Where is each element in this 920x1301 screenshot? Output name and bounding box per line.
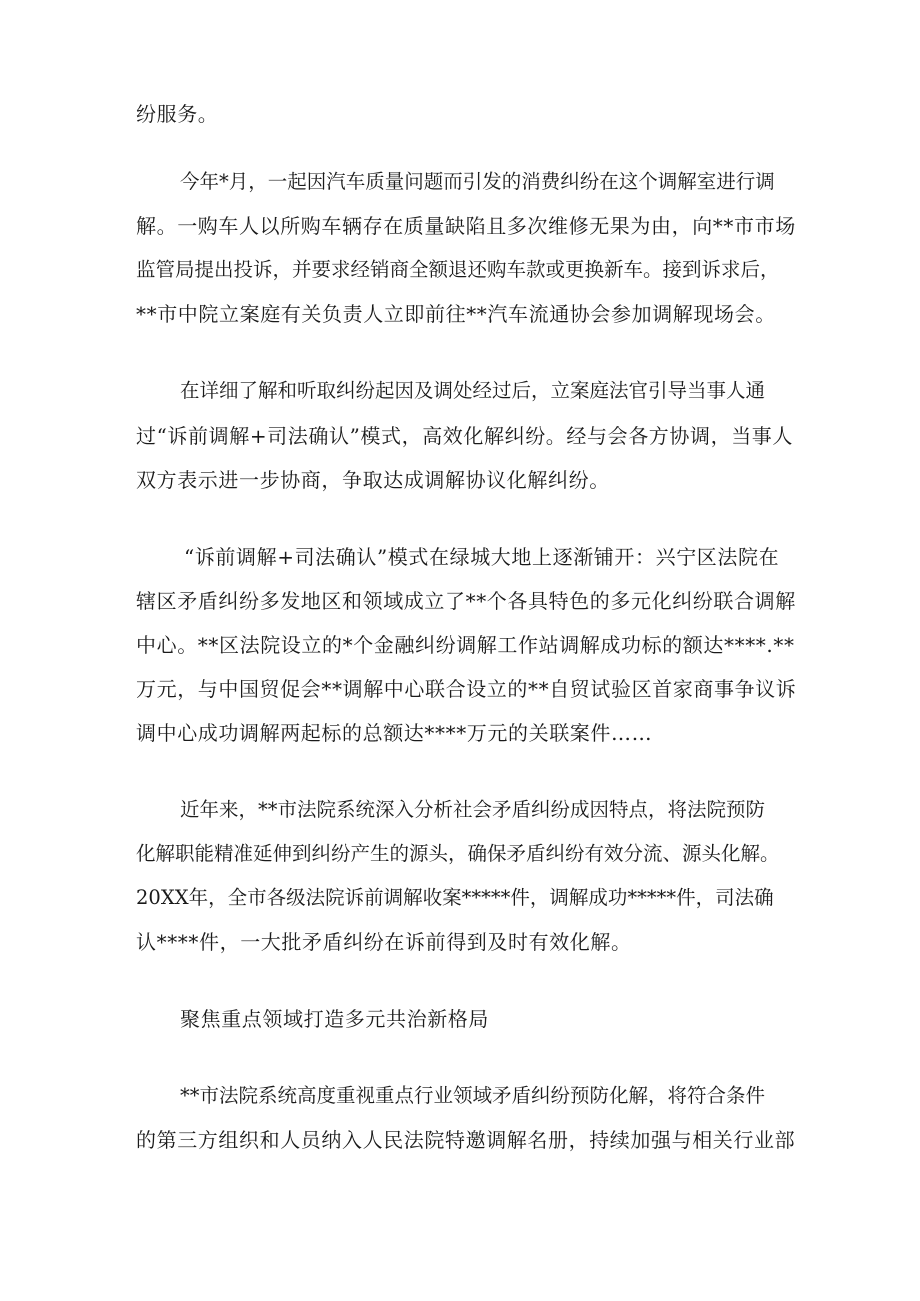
paragraph-first-line: 近年来，**市法院系统深入分析社会矛盾纠纷成因特点，将法院预防 [180, 798, 766, 821]
paragraph-first-line: 今年*月，一起因汽车质量问题而引发的消费纠纷在这个调解室进行调 [180, 170, 775, 193]
paragraph-first-line: **市法院系统高度重视重点行业领域矛盾纠纷预防化解，将符合条件 [180, 1084, 766, 1107]
text-line: **市中院立案庭有关负责人立即前往**汽车流通协会参加调解现场会。 [136, 302, 776, 326]
text-line: 万元，与中国贸促会**调解中心联合设立的**自贸试验区首家商事争议诉 [136, 677, 797, 701]
text-line: 20XX年，全市各级法院诉前调解收案*****件，调解成功*****件，司法确 [136, 886, 774, 909]
text-line: 化解职能精准延伸到纠纷产生的源头，确保矛盾纠纷有效分流、源头化解。 [136, 842, 780, 865]
text-line: 辖区矛盾纠纷多发地区和领域成立了**个各具特色的多元化纠纷联合调解 [136, 589, 796, 613]
paragraph-first-line: 在详细了解和听取纠纷起因及调处经过后，立案庭法官引导当事人通 [180, 379, 766, 402]
text-line: 中心。**区法院设立的*个金融纠纷调解工作站调解成功标的额达****.** [136, 633, 795, 657]
text-line: 解。一购车人以所购车辆存在质量缺陷且多次维修无果为由，向**市市场 [136, 214, 796, 238]
text-line: 的第三方组织和人员纳入人民法院特邀调解名册，持续加强与相关行业部 [136, 1128, 796, 1152]
text-line: 双方表示进一步协商，争取达成调解协议化解纠纷。 [136, 468, 610, 492]
text-line: 纷服务。 [136, 102, 219, 126]
section-heading: 聚焦重点领域打造多元共治新格局 [180, 1007, 489, 1031]
text-line: 调中心成功调解两起标的总额达****万元的关联案件…… [136, 721, 653, 745]
text-line: 监管局提出投诉，并要求经销商全额退还购车款或更换新车。接到诉求后， [136, 258, 780, 281]
text-line: 过“诉前调解+司法确认”模式，高效化解纠纷。经与会各方协调，当事人 [136, 424, 794, 448]
paragraph-first-line: “诉前调解+司法确认”模式在绿城大地上逐渐铺开：兴宁区法院在 [184, 545, 780, 569]
text-line: 认****件，一大批矛盾纠纷在诉前得到及时有效化解。 [136, 930, 632, 954]
